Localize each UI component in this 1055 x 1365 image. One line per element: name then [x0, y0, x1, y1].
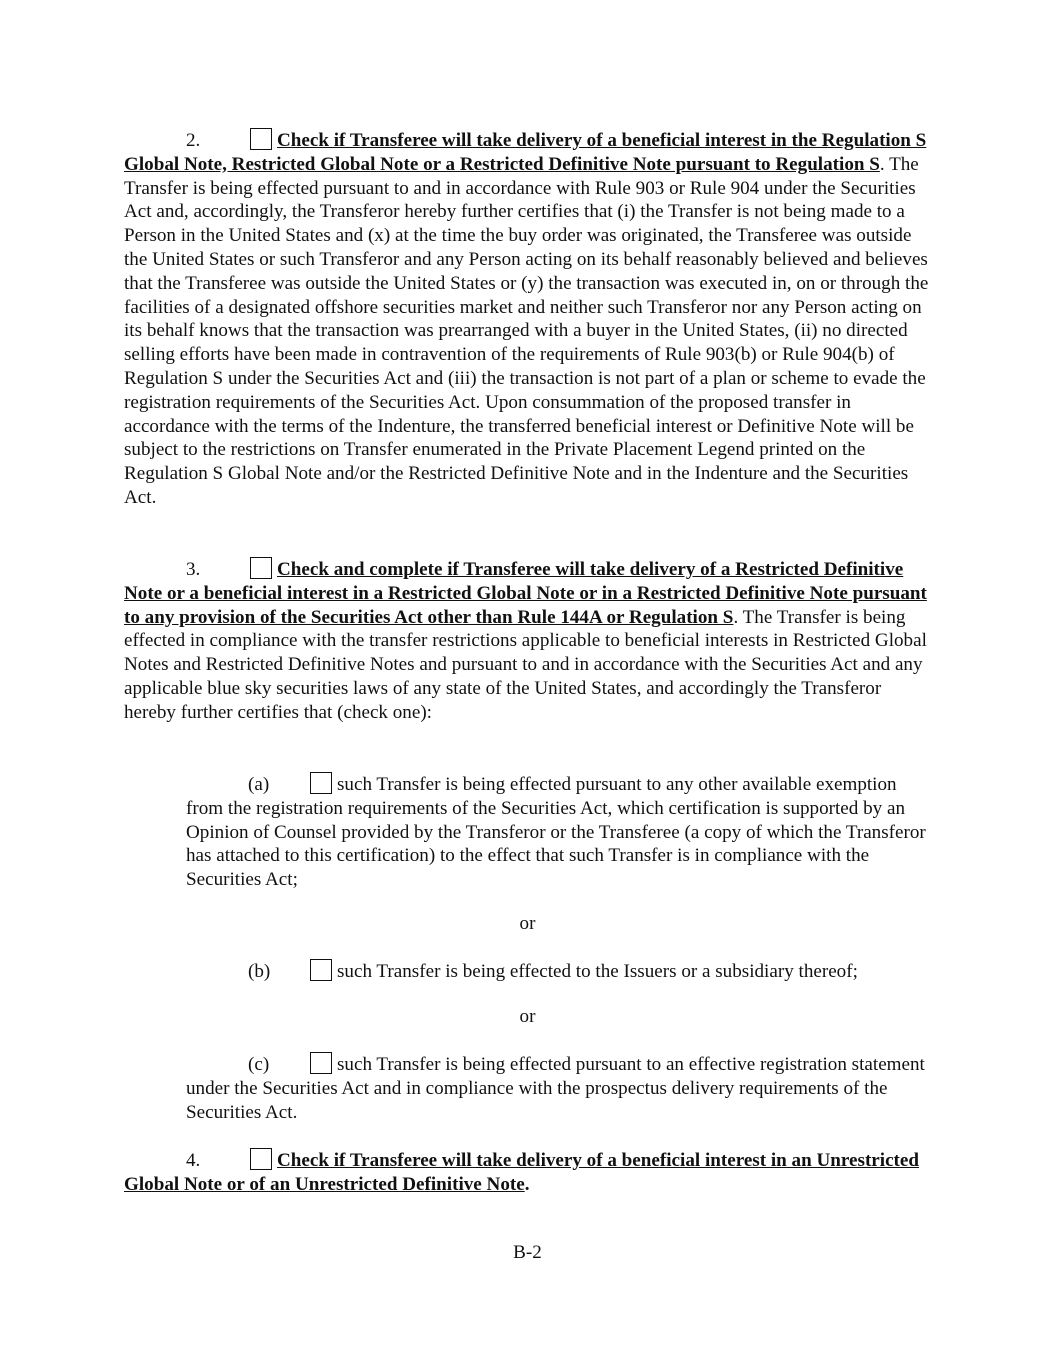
option-label: (c)	[248, 1054, 270, 1075]
section-2	[124, 128, 934, 510]
option-c	[186, 1052, 936, 1124]
section-3	[124, 557, 934, 725]
section-heading: Check and complete if Transferee will take delivery of a Restricted Definitive Note or a beneficial interest in a Restricted Global Note or in a Restricted Definitive Note pursuant to any provision of the Securities Act other than Rule 144A or Regulation S	[124, 559, 927, 628]
page-number: B-2	[513, 1242, 542, 1263]
option-c-checkbox[interactable]	[310, 1052, 332, 1074]
option-b-checkbox[interactable]	[310, 959, 332, 981]
option-text: such Transfer is being effected pursuant to any other available exemption from the registration requirements of the Securities Act, which certification is supported by an Opinion of Counsel provided by the Transferor or the Transferee (a copy of which the Transferor has attached to this certification) to the effect that such Transfer is in compliance with the Securities Act;	[186, 774, 926, 891]
section-4-checkbox[interactable]	[250, 1148, 272, 1170]
separator-or: or	[519, 1006, 536, 1027]
option-label: (a)	[248, 774, 270, 795]
section-4	[124, 1148, 934, 1197]
section-body: .	[524, 1173, 530, 1195]
option-a-checkbox[interactable]	[310, 772, 332, 794]
option-label: (b)	[248, 961, 271, 982]
section-number: 2.	[186, 130, 201, 151]
section-2-checkbox[interactable]	[250, 128, 272, 150]
section-number: 4.	[186, 1150, 201, 1171]
section-body: . The Transfer is being effected pursuant to and in accordance with Rule 903 or Rule 904 under the Securities Act and, accordingly, the Transferor hereby further certifies that (i) the Transfer is not being made to a Person in the United States and (x) at the time the buy order was originated, the Transferee was outside the United States or such Transferor and any Person acting on its behalf reasonably believed and believes that the Transferee was outside the United States or (y) the transaction was executed in, on or through the facilities of a designated offshore securities market and neither such Transferor nor any Person acting on its behalf knows that the transaction was prearranged with a buyer in the United States, (ii) no directed selling efforts have been made in contravention of the requirements of Rule 903(b) or Rule 904(b) of Regulation S under the Securities Act and (iii) the transaction is not part of a plan or scheme to evade the registration requirements of the Securities Act. Upon consummation of the proposed transfer in accordance with the terms of the Indenture, the transferred beneficial interest or Definitive Note will be subject to the restrictions on Transfer enumerated in the Private Placement Legend printed on the Regulation S Global Note and/or the Restricted Definitive Note and in the Indenture and the Securities Act.	[124, 153, 929, 508]
section-3-checkbox[interactable]	[250, 557, 272, 579]
section-heading: Check if Transferee will take delivery of a beneficial interest in an Unrestricted Global Note or of an Unrestricted Definitive Note	[124, 1150, 920, 1195]
section-heading: Check if Transferee will take delivery of a beneficial interest in the Regulation S Global Note, Restricted Global Note or a Restricted Definitive Note pursuant to Regulation S	[124, 130, 927, 175]
section-number: 3.	[186, 559, 201, 580]
option-b	[186, 959, 936, 984]
option-text: such Transfer is being effected pursuant to an effective registration statement under the Securities Act and in compliance with the prospectus delivery requirements of the Securities Act.	[186, 1054, 925, 1123]
option-a	[186, 772, 936, 892]
option-text: such Transfer is being effected to the Issuers or a subsidiary thereof;	[337, 961, 858, 982]
separator-or: or	[519, 913, 536, 934]
section-body: . The Transfer is being effected in compliance with the transfer restrictions applicable to beneficial interests in Restricted Global Notes and Restricted Definitive Notes and pursuant to and in accordance with the Securities Act and any applicable blue sky securities laws of any state of the United States, and accordingly the Transferor hereby further certifies that (check one):	[124, 606, 927, 723]
